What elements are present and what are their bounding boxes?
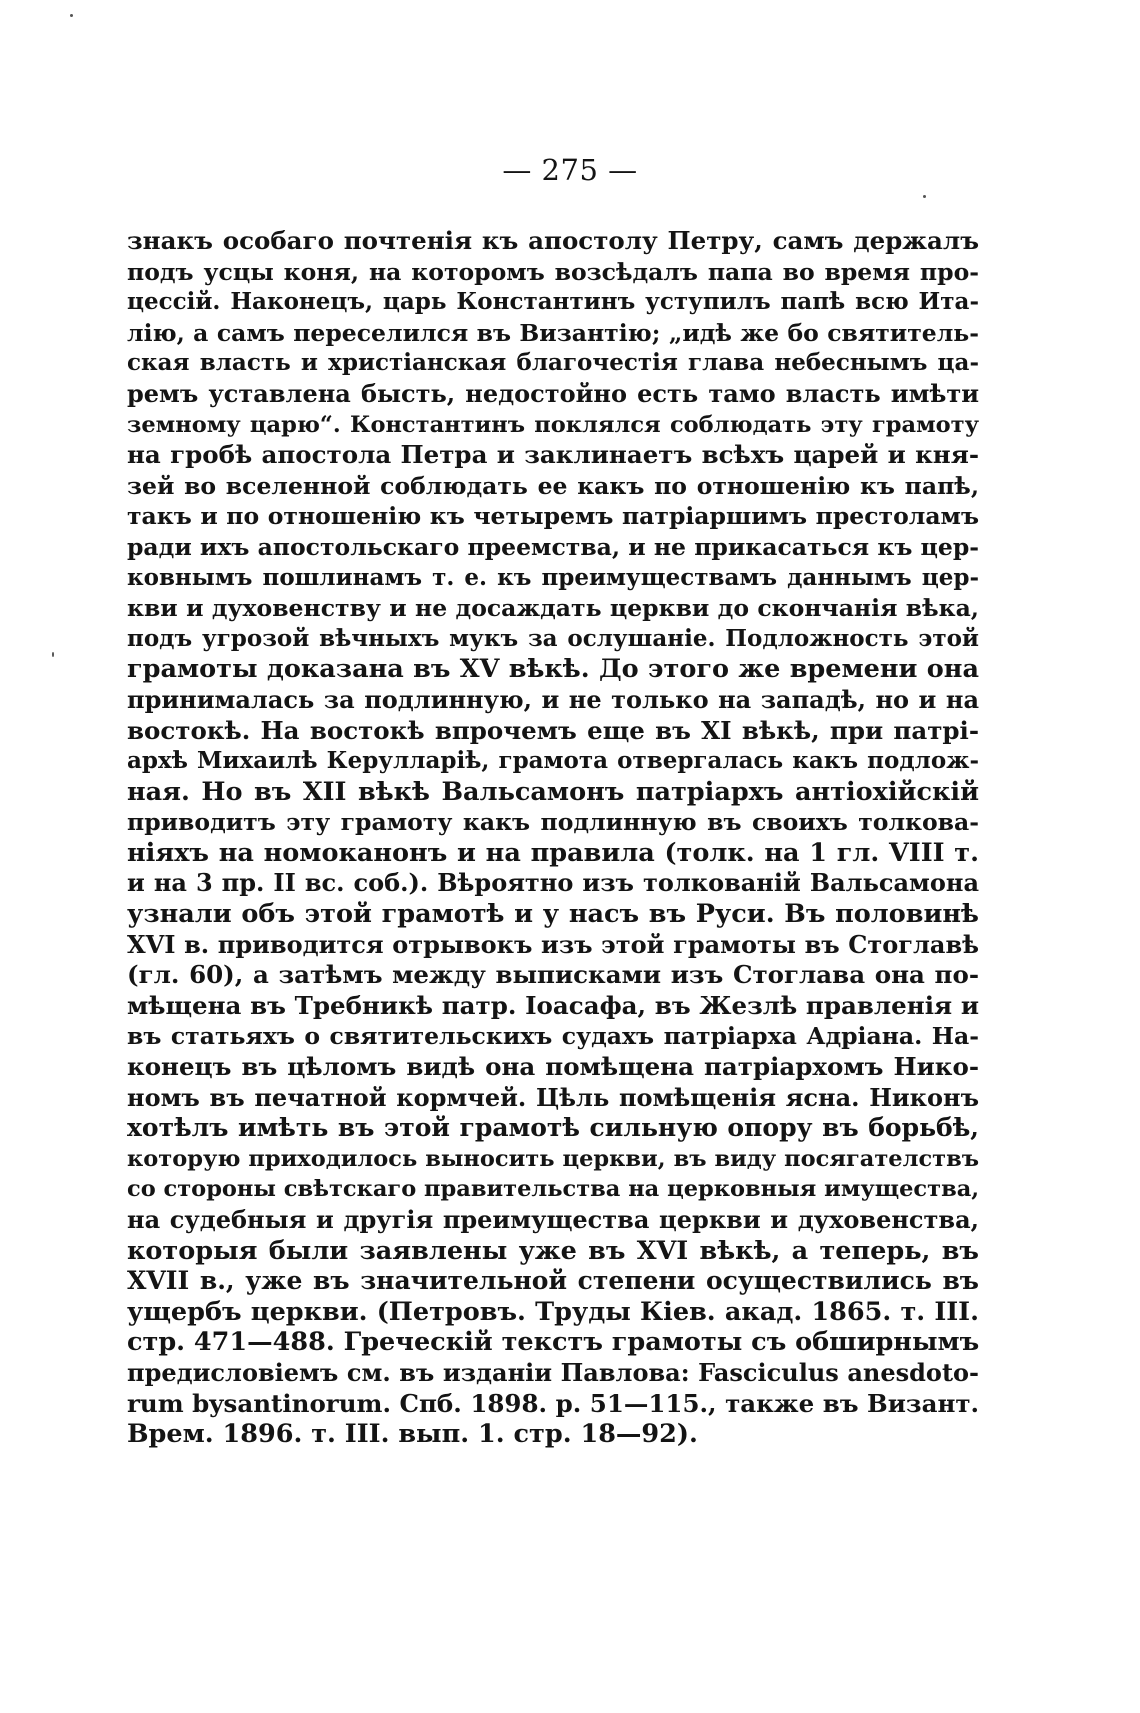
text-line: подъ усцы коня, на которомъ возсѣдалъ папа во время про- (127, 257, 979, 286)
text-line: Врем. 1896. т. III. вып. 1. стр. 18—92). (127, 1419, 698, 1450)
text-line: ковнымъ пошлинамъ т. е. къ преимуществамъ даннымъ цер- (127, 563, 979, 591)
text-line: ради ихъ апостольскаго преемства, и не прикасаться къ цер- (127, 532, 980, 561)
text-line: ніяхъ на номоканонъ и на правила (толк. на 1 гл. VIII т. (127, 837, 979, 868)
text-line: ущербъ церкви. (Петровъ. Труды Кіев. акад. 1865. т. III. (127, 1296, 979, 1327)
text-line: архѣ Михаилѣ Керулларіѣ, грамота отвергалась какъ подлож- (127, 747, 979, 775)
text-line: rum bysantinorum. Спб. 1898. p. 51—115., также въ Визант. (127, 1388, 980, 1418)
scan-speck (70, 14, 73, 17)
text-line: зей во вселенной соблюдать ее какъ по отношенію къ папѣ, (127, 471, 979, 500)
text-line: приводитъ эту грамоту какъ подлинную въ своихъ толкова- (127, 808, 979, 837)
text-line: ская власть и христіанская благочестія глава небеснымъ ца- (127, 349, 979, 377)
text-line: ная. Но въ XII вѣкѣ Вальсамонъ патріархъ антіохійскій (127, 776, 979, 807)
text-line: востокѣ. На востокѣ впрочемъ еще въ XI вѣкѣ, при патрі- (127, 715, 979, 745)
text-line: которую приходилось выносить церкви, въ виду посягателствъ (127, 1145, 979, 1172)
text-line: въ статьяхъ о святительскихъ судахъ патріарха Адріана. На- (127, 1022, 979, 1051)
text-line: грамоты доказана въ XV вѣкѣ. До этого же времени она (127, 654, 979, 685)
text-line: которыя были заявлены уже въ XVI вѣкѣ, а теперь, въ (127, 1235, 979, 1266)
text-line: знакъ особаго почтенія къ апостолу Петру, самъ держалъ (127, 226, 979, 255)
text-line: хотѣлъ имѣть въ этой грамотѣ сильную опору въ борьбѣ, (127, 1113, 979, 1143)
text-line: ремъ уставлена бысть, недостойно есть тамо власть имѣти (127, 378, 979, 408)
page-number: — 275 — (502, 153, 638, 187)
text-line: предисловіемъ см. въ изданіи Павлова: Fasciculus anesdoto- (127, 1357, 979, 1387)
text-line: мѣщена въ Требникѣ патр. Іоасафа, въ Жезлѣ правленія и (127, 990, 979, 1020)
text-line: XVII в., уже въ значительной степени осуществились въ (127, 1266, 979, 1296)
body-text (127, 226, 979, 1450)
text-line: номъ въ печатной кормчей. Цѣль помѣщенія ясна. Никонъ (127, 1082, 979, 1112)
text-line: на гробѣ апостола Петра и заклинаетъ всѣхъ царей и кня- (127, 440, 979, 470)
text-line: кви и духовенству и не досаждать церкви до скончанія вѣка, (127, 594, 979, 623)
text-line: цессій. Наконецъ, царь Константинъ уступилъ папѣ всю Ита- (127, 288, 979, 316)
text-line: узнали объ этой грамотѣ и у насъ въ Руси. Въ половинѣ (127, 899, 979, 930)
text-line: стр. 471—488. Греческій текстъ грамоты съ обширнымъ (127, 1327, 980, 1358)
text-line: и на 3 пр. II вс. соб.). Вѣроятно изъ толкованій Вальсамона (127, 868, 979, 898)
scan-speck (52, 652, 54, 657)
text-line: такъ и по отношенію къ четыремъ патріаршимъ престоламъ (127, 502, 979, 531)
text-line: принималась за подлинную, и не только на западѣ, но и на (127, 684, 979, 714)
text-line: подъ угрозой вѣчныхъ мукъ за ослушаніе. Подложность этой (127, 624, 979, 652)
text-line: земному царю“. Константинъ поклялся соблюдать эту грамоту (127, 411, 979, 438)
text-line: (гл. 60), а затѣмъ между выписками изъ Стоглава она по- (127, 960, 979, 990)
text-line: конецъ въ цѣломъ видѣ она помѣщена патріархомъ Нико- (127, 1052, 979, 1082)
text-line: лію, а самъ переселился въ Византію; „идѣ же бо святитель- (127, 318, 979, 347)
scan-speck (923, 195, 926, 198)
text-line: XVI в. приводится отрывокъ изъ этой грамоты въ Стоглавѣ (127, 929, 979, 959)
text-line: на судебныя и другія преимущества церкви и духовенства, (127, 1205, 979, 1234)
text-line: со стороны свѣтскаго правительства на церковныя имущества, (127, 1176, 980, 1203)
